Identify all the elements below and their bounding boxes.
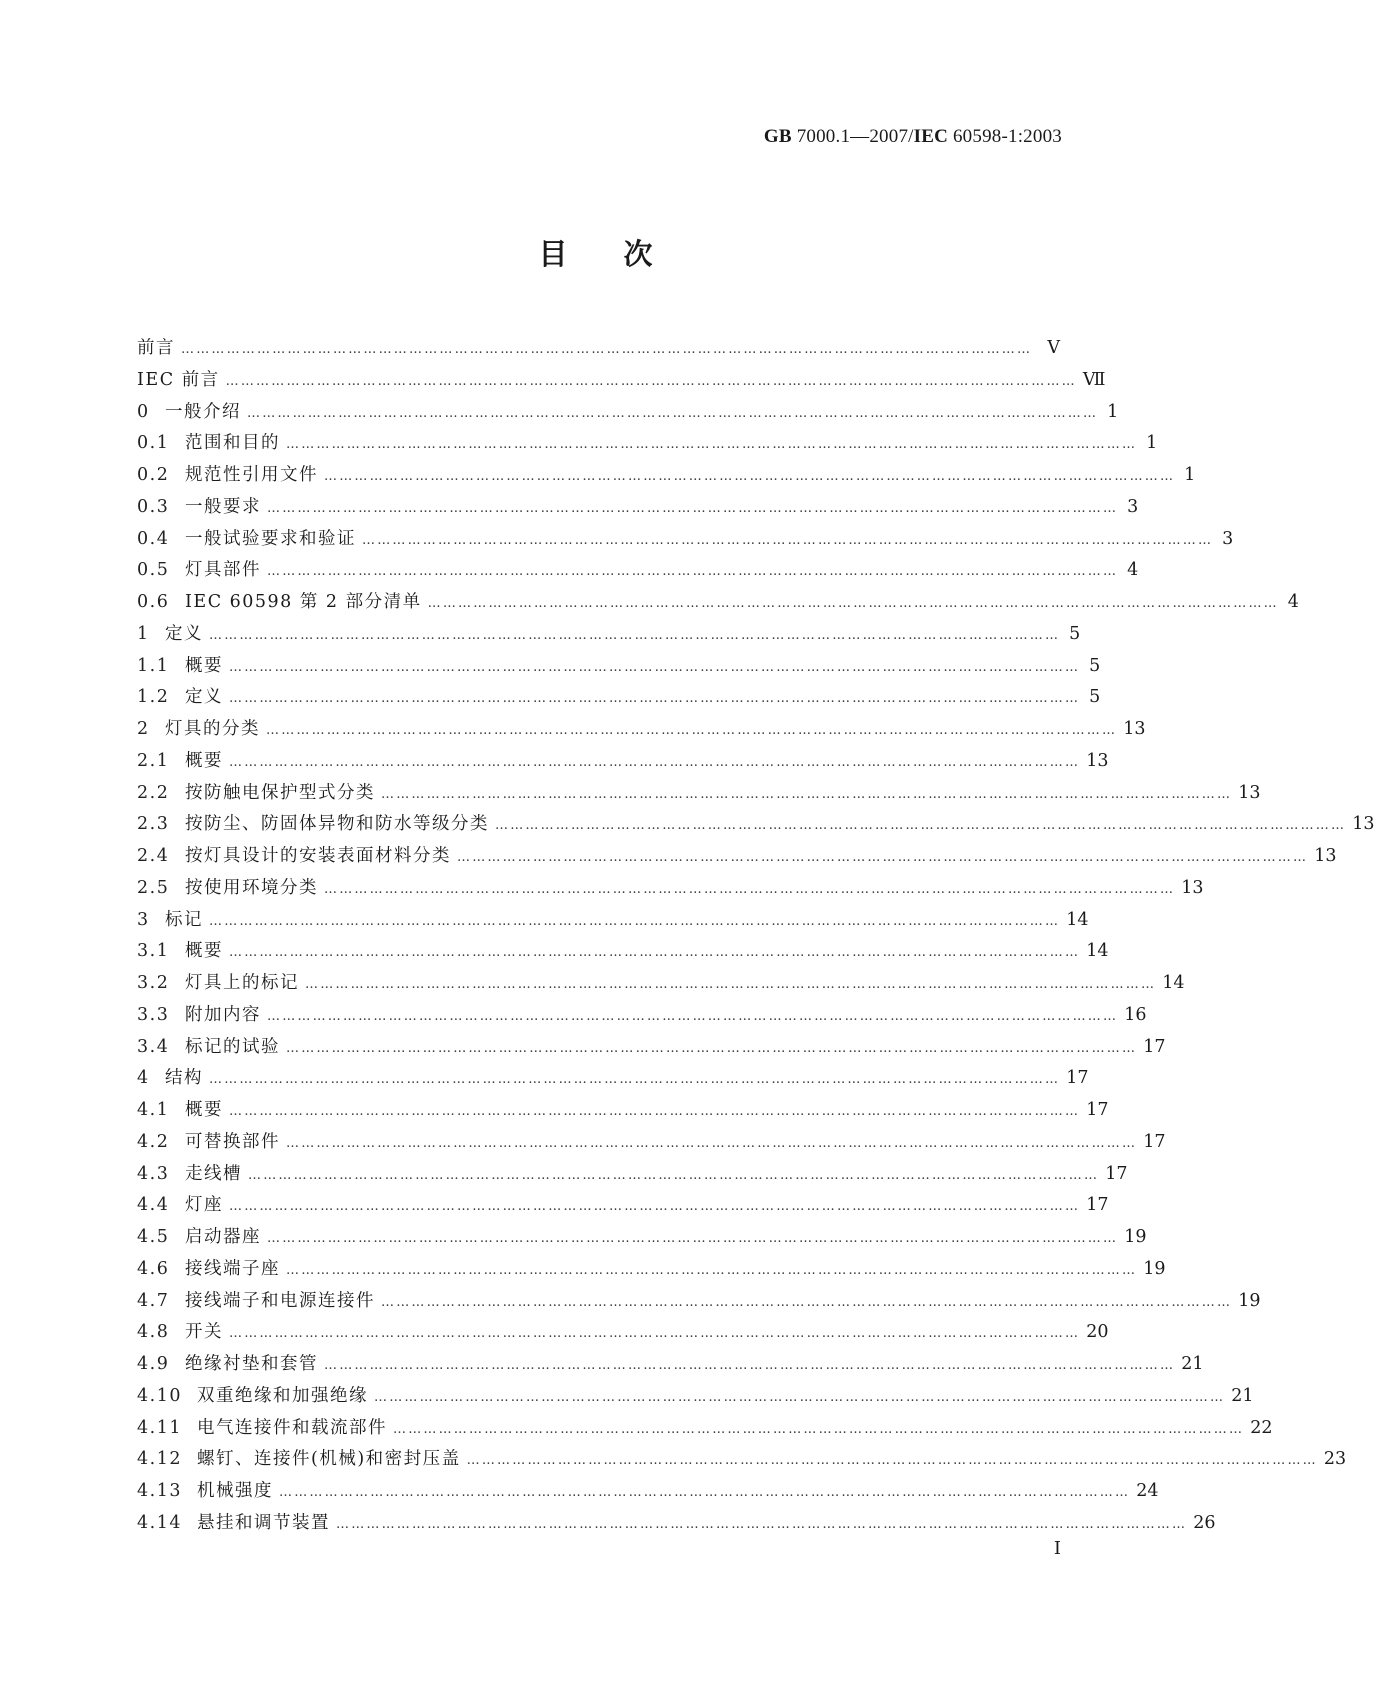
toc-entry-page: 22 <box>1250 1417 1273 1438</box>
toc-entry-page: 13 <box>1123 719 1146 739</box>
toc-entry-page: 19 <box>1143 1258 1166 1279</box>
toc-dot-leader: …………………………………………………………………………………………………………………………………………………… <box>362 532 1214 548</box>
toc-entry[interactable] <box>137 969 1185 1001</box>
toc-entry-page: 5 <box>1089 687 1101 708</box>
toc-entry-number: 0.4 <box>137 528 170 549</box>
toc-entry-title: IEC 前言 <box>137 369 220 390</box>
toc-entry-page: 4 <box>1127 560 1139 581</box>
toc-entry[interactable] <box>137 1414 1273 1446</box>
toc-entry[interactable] <box>137 810 1374 842</box>
toc-entry-number: 1 <box>137 623 150 644</box>
toc-entry-number: 3.3 <box>137 1004 170 1025</box>
toc-entry-title: 走线槽 <box>185 1163 242 1184</box>
toc-entry-title: 规范性引用文件 <box>185 465 318 485</box>
page-number: I <box>1053 1538 1061 1559</box>
toc-entry-title: 按防尘、防固体异物和防水等级分类 <box>185 814 489 835</box>
toc-dot-leader: …………………………………………………………………………………………………………………………………………………… <box>267 500 1119 516</box>
toc-entry-page: 26 <box>1193 1512 1216 1533</box>
toc-entry[interactable] <box>137 1191 1109 1223</box>
toc-dot-leader: …………………………………………………………………………………………………………………………………………………… <box>267 564 1119 580</box>
toc-dot-leader: …………………………………………………………………………………………………………………………………………………… <box>495 818 1347 834</box>
toc-entry[interactable] <box>137 1445 1347 1477</box>
toc-entry[interactable] <box>137 1318 1109 1350</box>
toc-entry-title: IEC 60598 第 2 部分清单 <box>185 592 422 612</box>
toc-entry-title: 按防触电保护型式分类 <box>185 782 375 803</box>
toc-dot-leader: …………………………………………………………………………………………………………………………………………………… <box>286 1040 1138 1056</box>
toc-entry-page: 13 <box>1314 846 1337 866</box>
toc-entry[interactable] <box>137 842 1337 874</box>
toc-entry-title: 螺钉、连接件(机械)和密封压盖 <box>197 1449 461 1470</box>
toc-entry-title: 范围和目的 <box>185 433 280 454</box>
toc-entry-number: 2.1 <box>137 750 170 771</box>
toc-entry[interactable] <box>137 1350 1204 1382</box>
toc-entry-number: 0.1 <box>137 433 170 454</box>
toc-entry-number: 4.4 <box>137 1195 170 1216</box>
toc-dot-leader: …………………………………………………………………………………………………………………………………………………… <box>229 1104 1081 1119</box>
toc-dot-leader: …………………………………………………………………………………………………………………………………………………… <box>466 1453 1318 1469</box>
toc-entry-number: 1.1 <box>137 655 170 676</box>
toc-entry-number: 0 <box>137 401 150 422</box>
toc-entry[interactable] <box>137 747 1109 779</box>
toc-entry[interactable] <box>137 1509 1216 1541</box>
toc-entry[interactable] <box>137 620 1081 652</box>
toc-entry-number: 3.1 <box>137 941 170 962</box>
toc-entry-page: 13 <box>1181 877 1204 898</box>
toc-entry-number: 4.12 <box>137 1449 182 1470</box>
toc-entry[interactable] <box>137 937 1109 969</box>
toc-entry-number: 4.11 <box>137 1417 182 1438</box>
toc-entry-page: 24 <box>1136 1481 1159 1501</box>
toc-dot-leader: …………………………………………………………………………………………………………………………………………………… <box>279 1485 1131 1500</box>
toc-entry-title: 一般介绍 <box>165 401 241 422</box>
toc-entry-page: 21 <box>1231 1385 1254 1406</box>
toc-entry-title: 标记的试验 <box>185 1036 280 1057</box>
toc-entry[interactable] <box>137 1255 1166 1287</box>
toc-dot-leader: …………………………………………………………………………………………………………………………………………………… <box>324 1358 1176 1373</box>
toc-entry-page: 3 <box>1222 528 1234 549</box>
toc-entry-title: 电气连接件和载流部件 <box>197 1417 387 1438</box>
toc-entry-page: 16 <box>1124 1004 1147 1025</box>
toc-entry-number: 4.3 <box>137 1163 170 1184</box>
toc-entry-number: 3.2 <box>137 973 170 993</box>
toc-entry-number: 0.2 <box>137 465 170 485</box>
toc-entry-page: 19 <box>1124 1227 1147 1247</box>
toc-dot-leader: …………………………………………………………………………………………………………………………………………………… <box>229 945 1081 961</box>
toc-entry-number: 2.5 <box>137 877 170 898</box>
toc-entry-number: 0.6 <box>137 592 170 612</box>
toc-entry[interactable] <box>137 334 1060 366</box>
toc-entry-number: 1.2 <box>137 687 170 708</box>
toc-dot-leader: …………………………………………………………………………………………………………………………………………………… <box>324 881 1176 897</box>
toc-entry[interactable] <box>137 906 1089 938</box>
toc-entry[interactable] <box>137 779 1261 811</box>
toc-entry-title: 灯具部件 <box>185 560 261 581</box>
toc-dot-leader: …………………………………………………………………………………………………………………………………………………… <box>209 913 1061 929</box>
toc-dot-leader: …………………………………………………………………………………………………………………………………………………… <box>229 659 1081 675</box>
toc-dot-leader: …………………………………………………………………………………………………………………………………………………… <box>381 1294 1233 1310</box>
toc-entry-page: V <box>1047 338 1060 358</box>
toc-entry[interactable] <box>137 1223 1147 1255</box>
toc-entry-title: 附加内容 <box>185 1004 261 1025</box>
toc-entry-title: 前言 <box>137 338 175 358</box>
toc-entry[interactable] <box>137 1287 1261 1319</box>
toc-entry-number: 2.3 <box>137 814 170 835</box>
toc-entry-page: 20 <box>1086 1322 1109 1343</box>
toc-dot-leader: …………………………………………………………………………………………………………………………………………………… <box>336 1516 1188 1532</box>
toc-dot-leader: …………………………………………………………………………………………………………………………………………………… <box>324 469 1176 484</box>
toc-entry-title: 标记 <box>165 909 203 930</box>
toc-entry[interactable] <box>137 1064 1089 1096</box>
toc-entry-number: 4.2 <box>137 1131 170 1152</box>
toc-entry-page: 17 <box>1086 1195 1109 1216</box>
toc-entry[interactable] <box>137 683 1101 715</box>
toc-dot-leader: …………………………………………………………………………………………………………………………………………………… <box>457 850 1309 865</box>
toc-dot-leader: …………………………………………………………………………………………………………………………………………………… <box>229 1199 1081 1215</box>
toc-entry-page: 5 <box>1069 623 1081 644</box>
toc-entry-title: 概要 <box>185 1100 223 1120</box>
toc-entry[interactable] <box>137 652 1101 684</box>
toc-entry[interactable] <box>137 1382 1254 1414</box>
toc-entry-number: 4.9 <box>137 1354 170 1374</box>
iec-number: 60598-1:2003 <box>948 126 1062 147</box>
toc-dot-leader: …………………………………………………………………………………………………………………………………………………… <box>267 1008 1119 1024</box>
toc-entry[interactable] <box>137 1033 1166 1065</box>
toc-entry-number: 4.6 <box>137 1258 170 1279</box>
toc-entry-number: 2 <box>137 719 150 739</box>
toc-dot-leader: …………………………………………………………………………………………………………………………………………………… <box>181 342 1033 357</box>
toc-dot-leader: …………………………………………………………………………………………………………………………………………………… <box>229 1326 1081 1342</box>
toc-entry-page: 17 <box>1143 1131 1166 1152</box>
toc-entry-page: 4 <box>1287 592 1299 612</box>
toc-entry-title: 定义 <box>185 687 223 708</box>
toc-entry-page: 17 <box>1105 1163 1128 1184</box>
toc-entry-number: 0.3 <box>137 496 170 517</box>
toc-entry-title: 接线端子和电源连接件 <box>185 1290 375 1311</box>
toc-entry-title: 结构 <box>165 1068 203 1089</box>
toc-entry-number: 4.14 <box>137 1512 182 1533</box>
toc-dot-leader: …………………………………………………………………………………………………………………………………………………… <box>374 1389 1226 1405</box>
toc-dot-leader: …………………………………………………………………………………………………………………………………………………… <box>248 1167 1100 1183</box>
toc-entry-number: 4.5 <box>137 1227 170 1247</box>
toc-entry-title: 灯具上的标记 <box>185 973 299 993</box>
toc-dot-leader: …………………………………………………………………………………………………………………………………………………… <box>305 977 1157 992</box>
toc-entry-title: 概要 <box>185 655 223 676</box>
toc-entry-page: 23 <box>1323 1449 1347 1470</box>
toc-entry-title: 启动器座 <box>185 1227 261 1247</box>
toc-dot-leader: …………………………………………………………………………………………………………………………………………………… <box>225 373 1077 389</box>
toc-entry-number: 4.8 <box>137 1322 170 1343</box>
toc-entry-title: 一般试验要求和验证 <box>185 528 356 549</box>
toc-entry[interactable] <box>137 1096 1109 1128</box>
toc-dot-leader: …………………………………………………………………………………………………………………………………………………… <box>266 723 1118 738</box>
toc-entry-title: 一般要求 <box>185 496 261 517</box>
gb-prefix: GB <box>763 126 792 147</box>
toc-dot-leader: …………………………………………………………………………………………………………………………………………………… <box>286 437 1138 453</box>
toc-entry-number: 4.7 <box>137 1290 170 1311</box>
toc-entry-number: 2.2 <box>137 782 170 803</box>
toc-entry-title: 概要 <box>185 750 223 771</box>
toc-entry-page: 13 <box>1238 782 1261 803</box>
toc-entry-page: 19 <box>1238 1290 1261 1311</box>
gb-number: 7000.1—2007/ <box>791 126 914 147</box>
toc-entry-title: 按使用环境分类 <box>185 877 318 898</box>
toc-entry[interactable] <box>137 398 1119 430</box>
toc-entry-number: 3.4 <box>137 1036 170 1057</box>
toc-entry[interactable] <box>137 1160 1128 1192</box>
toc-dot-leader: …………………………………………………………………………………………………………………………………………………… <box>393 1421 1245 1437</box>
toc-entry-title: 悬挂和调节装置 <box>197 1512 330 1533</box>
toc-entry-title: 接线端子座 <box>185 1258 280 1279</box>
toc-entry-title: 灯座 <box>185 1195 223 1216</box>
toc-entry[interactable] <box>137 429 1158 461</box>
toc-entry[interactable] <box>137 493 1139 525</box>
toc-entry-title: 按灯具设计的安装表面材料分类 <box>185 846 451 866</box>
toc-entry-number: 4.13 <box>137 1481 182 1501</box>
toc-dot-leader: …………………………………………………………………………………………………………………………………………………… <box>209 1072 1061 1088</box>
toc-entry[interactable] <box>137 556 1139 588</box>
toc-entry[interactable] <box>137 525 1234 557</box>
toc-dot-leader: …………………………………………………………………………………………………………………………………………………… <box>286 1135 1138 1151</box>
toc-entry-title: 灯具的分类 <box>165 719 260 739</box>
toc-entry[interactable] <box>137 588 1299 620</box>
toc-dot-leader: …………………………………………………………………………………………………………………………………………………… <box>381 786 1233 802</box>
toc-entry-page: 13 <box>1352 814 1374 835</box>
toc-entry[interactable] <box>137 1477 1159 1509</box>
toc-entry-page: 1 <box>1146 433 1158 454</box>
toc-entry-page: 17 <box>1066 1068 1089 1089</box>
toc-entry-number: 4.1 <box>137 1100 170 1120</box>
toc-entry-title: 双重绝缘和加强绝缘 <box>197 1385 368 1406</box>
iec-prefix: IEC <box>913 126 949 147</box>
toc-entry[interactable] <box>137 1001 1147 1033</box>
standard-number-header <box>764 126 1062 148</box>
toc-dot-leader: …………………………………………………………………………………………………………………………………………………… <box>267 1231 1119 1246</box>
toc-entry[interactable] <box>137 715 1146 747</box>
toc-entry-number: 0.5 <box>137 560 170 581</box>
toc-entry-page: 1 <box>1107 401 1119 422</box>
toc-entry-page: 1 <box>1184 465 1196 485</box>
toc-entry-number: 4.10 <box>137 1385 182 1406</box>
toc-entry-title: 开关 <box>185 1322 223 1343</box>
toc-dot-leader: …………………………………………………………………………………………………………………………………………………… <box>427 596 1279 611</box>
toc-dot-leader: …………………………………………………………………………………………………………………………………………………… <box>229 691 1081 707</box>
toc-entry-number: 4 <box>137 1068 150 1089</box>
toc-entry-page: 5 <box>1089 655 1101 676</box>
toc-entry-page: 17 <box>1143 1036 1166 1057</box>
toc-entry-title: 可替换部件 <box>185 1131 280 1152</box>
toc-entry[interactable] <box>137 461 1196 493</box>
toc-entry-title: 定义 <box>165 623 203 644</box>
toc-entry-page: 3 <box>1127 496 1139 517</box>
toc-entry-title: 绝缘衬垫和套管 <box>185 1354 318 1374</box>
toc-entry-page: 14 <box>1086 941 1109 962</box>
toc-entry-page: 21 <box>1181 1354 1204 1374</box>
toc-entry[interactable] <box>137 874 1204 906</box>
toc-entry[interactable] <box>137 366 1106 398</box>
toc-entry[interactable] <box>137 1128 1166 1160</box>
toc-entry-page: Ⅶ <box>1082 369 1106 390</box>
toc-dot-leader: …………………………………………………………………………………………………………………………………………………… <box>247 405 1099 421</box>
toc-entry-page: 13 <box>1086 750 1109 771</box>
toc-title: 目次 <box>538 237 709 271</box>
toc-dot-leader: …………………………………………………………………………………………………………………………………………………… <box>286 1262 1138 1278</box>
toc-entry-page: 17 <box>1086 1100 1109 1120</box>
toc-entry-number: 2.4 <box>137 846 170 866</box>
table-of-contents <box>137 334 1374 1541</box>
toc-entry-number: 3 <box>137 909 150 930</box>
toc-entry-title: 概要 <box>185 941 223 962</box>
toc-entry-page: 14 <box>1162 973 1185 993</box>
toc-entry-title: 机械强度 <box>197 1481 273 1501</box>
toc-dot-leader: …………………………………………………………………………………………………………………………………………………… <box>229 754 1081 770</box>
toc-entry-page: 14 <box>1066 909 1089 930</box>
toc-dot-leader: …………………………………………………………………………………………………………………………………………………… <box>209 627 1061 643</box>
